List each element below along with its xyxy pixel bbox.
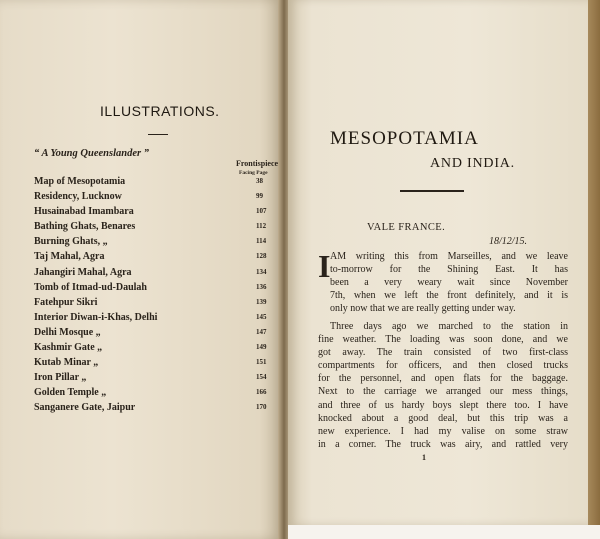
illustrations-heading: ILLUSTRATIONS. <box>100 103 220 119</box>
illustration-name: Delhi Mosque „ <box>34 326 101 338</box>
book-title-line2: AND INDIA. <box>430 156 515 171</box>
illustration-name: Golden Temple „ <box>34 387 107 399</box>
illustration-name: Tomb of Itmad-ud-Daulah <box>34 281 147 293</box>
illustration-name: Iron Pillar „ <box>34 372 87 384</box>
illustration-page: 134 <box>256 267 267 276</box>
illustration-name: Burning Ghats, „ <box>34 236 108 248</box>
illustration-page: 151 <box>256 358 267 367</box>
text-line: compartments for officers, and then closed trucks <box>318 360 568 372</box>
illustration-entry <box>34 340 274 355</box>
illustration-entry <box>34 174 274 189</box>
book-title-line1: MESOPOTAMIA <box>330 128 479 149</box>
text-line: and three of us hardy boys slept there too. I have <box>318 399 568 411</box>
illustration-page: 147 <box>256 327 267 336</box>
illustration-entry <box>34 355 274 370</box>
illustration-page: 136 <box>256 282 267 291</box>
illustration-name: Interior Diwan-i-Khas, Delhi <box>34 311 158 323</box>
text-line: to-morrow for the Shining East. It has <box>330 264 568 276</box>
text-line: been a very weary wait since November <box>330 277 568 289</box>
facing-page-label: Facing Page <box>239 170 268 176</box>
paragraph-2 <box>318 320 568 451</box>
illustration-name: Fatehpur Sikri <box>34 296 98 308</box>
chapter-date: 18/12/15. <box>489 236 528 247</box>
background-strip <box>288 525 600 539</box>
illustration-entry <box>34 280 274 295</box>
heading-rule <box>148 134 168 135</box>
illustration-entry <box>34 370 274 385</box>
illustration-entry <box>34 204 274 219</box>
illustration-page: 166 <box>256 388 267 397</box>
illustration-page: 114 <box>256 237 267 246</box>
illustration-entry <box>34 234 274 249</box>
illustration-page: 154 <box>256 373 267 382</box>
illustration-name: Residency, Lucknow <box>34 191 122 203</box>
illustration-page: 128 <box>256 252 267 261</box>
illustration-page: 107 <box>256 207 267 216</box>
text-line: in a corner. The truck was airy, and rattled very <box>318 438 568 450</box>
illustration-entry <box>34 249 274 264</box>
illustration-page: 38 <box>256 177 263 185</box>
illustration-name: Kutab Minar „ <box>34 357 99 369</box>
frontispiece-title: “ A Young Queenslander ” <box>34 148 149 159</box>
illustration-entry <box>34 189 274 204</box>
illustration-name: Sanganere Gate, Jaipur <box>34 402 136 414</box>
illustration-entry <box>34 295 274 310</box>
text-line: fine weather. The loading was soon done, and we <box>318 334 568 346</box>
illustration-name: Husainabad Imambara <box>34 206 134 218</box>
illustration-page: 99 <box>256 192 263 201</box>
illustration-page: 149 <box>256 343 267 352</box>
page-number: 1 <box>422 453 426 462</box>
text-line: 7th, when we left the front definitely, and it is <box>330 290 568 302</box>
illustration-page: 145 <box>256 312 267 321</box>
book-cover-edge <box>588 0 600 539</box>
illustration-entry <box>34 400 274 415</box>
illustration-entry <box>34 310 274 325</box>
illustration-entry <box>34 385 274 400</box>
illustration-name: Taj Mahal, Agra <box>34 251 105 263</box>
illustration-name: Kashmir Gate „ <box>34 342 103 354</box>
illustration-name: Jahangiri Mahal, Agra <box>34 266 132 278</box>
illustration-entry <box>34 325 274 340</box>
illustration-entry <box>34 219 274 234</box>
text-line: Three days ago we marched to the station in <box>330 321 568 332</box>
illustration-page: 139 <box>256 297 267 306</box>
text-line: only now that we are really getting under way. <box>330 303 516 315</box>
drop-cap: I <box>318 248 331 284</box>
illustrations-list <box>34 174 274 416</box>
paragraph-1 <box>330 250 568 315</box>
text-line: for the personnel, and open flats for the baggage. <box>318 373 568 385</box>
illustration-page: 170 <box>256 403 267 412</box>
text-line: knocked about a good deal, but this trip was a <box>318 412 568 424</box>
illustration-name: Bathing Ghats, Benares <box>34 221 136 233</box>
title-rule <box>400 190 464 192</box>
illustration-entry <box>34 265 274 280</box>
text-line: AM writing this from Marseilles, and we leave <box>330 251 568 262</box>
frontispiece-label: Frontispiece <box>236 159 279 168</box>
illustration-name: Map of Mesopotamia <box>34 176 126 187</box>
text-line: got away. The train consisted of two first-class <box>318 347 568 359</box>
illustration-page: 112 <box>256 222 267 231</box>
text-line: new experience. I had my valise on some straw <box>318 425 568 437</box>
text-line: Next to the carriage we arranged our mess things, <box>318 386 568 398</box>
chapter-heading: VALE FRANCE. <box>367 222 446 233</box>
